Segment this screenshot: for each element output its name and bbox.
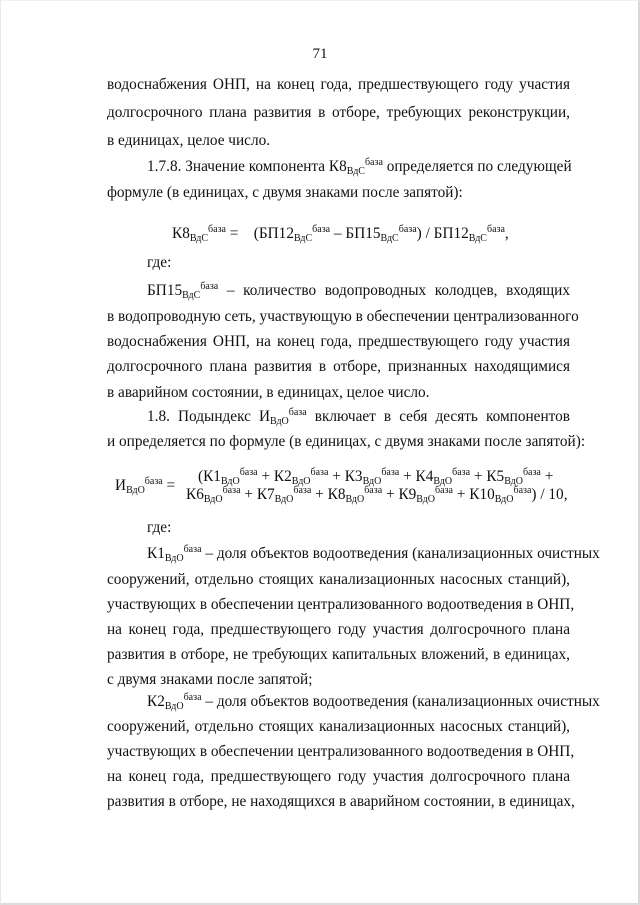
paragraph-1-7-8: 1.7.8. Значение компонента $К8_{ВдС}^{база}$ определяется по следующей: [147, 157, 572, 177]
formula-i-vdo-line-1: ($К1_{ВдО}^{база} + К2_{ВдО}^{база} + К3_{ВдО}^{база} + К4_{ВдО}^{база} + К5_{ВдО}^{база}$ +: [198, 467, 554, 487]
text-line: развития в отборе, не находящихся в аварийном состоянии, в единицах,: [107, 793, 575, 810]
text-line: сооружений, отдельно стоящих канализационных насосных станций),: [107, 718, 570, 735]
symbol-k1-vdo: $К1_{ВдО}^{база}$: [147, 544, 202, 564]
text-line: формуле (в единицах, с двумя знаками после запятой):: [107, 184, 463, 201]
symbol-i-vdo: $И_{ВдО}^{база}$: [258, 407, 307, 427]
text-line: водоснабжения ОНП, на конец года, предшествующего году участия: [107, 333, 570, 350]
text-line: сооружений, отдельно стоящих канализационных насосных станций),: [107, 571, 570, 588]
text-line: в единицах, целое число.: [107, 132, 271, 149]
text-line: в водопроводную сеть, участвующую в обеспечении централизованного: [107, 308, 579, 325]
text-line: водоснабжения ОНП, на конец года, предшествующего году участия: [107, 76, 570, 93]
definition-k1: $К1_{ВдО}^{база}$ – доля объектов водоотведения (канализационных очистных: [147, 544, 600, 564]
text-line: участвующих в обеспечении централизованного водоотведения в ОНП,: [107, 596, 575, 613]
text-line: долгосрочного плана развития в отборе, требующих реконструкции,: [107, 104, 570, 121]
formula-k8-vds: $К8_{ВдС}^{база}$ = $(БП12_{ВдС}^{база} - БП15_{ВдС}^{база}) / БП12_{ВдС}^{база}$,: [172, 224, 509, 244]
text-line: участвующих в обеспечении централизованного водоотведения в ОНП,: [107, 743, 575, 760]
formula-i-vdo-line-2: $К6_{ВдО}^{база} + К7_{ВдО}^{база} + К8_{ВдО}^{база} + К9_{ВдО}^{база} + К10_{ВдО}^{база}) / 10$,: [186, 485, 568, 505]
definition-bp15: $БП15_{ВдС}^{база}$ – количество водопроводных колодцев, входящих: [147, 281, 571, 301]
text-line: на конец года, предшествующего году участия долгосрочного плана: [107, 621, 570, 638]
text-line: долгосрочного плана развития в отборе, признанных находящимися: [107, 358, 570, 375]
paragraph-1-8: 1.8. Подындекс $И_{ВдО}^{база}$ включает в себя десять компонентов: [147, 407, 570, 427]
definition-k2: $К2_{ВдО}^{база}$ – доля объектов водоотведения (канализационных очистных: [147, 692, 600, 712]
text-line: в аварийном состоянии, в единицах, целое число.: [107, 384, 430, 401]
text-line: развития в отборе, не требующих капитальных вложений, в единицах,: [107, 646, 570, 663]
formula-i-vdo-lhs: $И_{ВдО}^{база}$ =: [115, 476, 176, 496]
text-line: где:: [147, 519, 172, 536]
text-line: и определяется по формуле (в единицах, с двумя знаками после запятой):: [107, 433, 586, 450]
symbol-k8-vds: $К8_{ВдС}^{база}$: [328, 157, 383, 177]
symbol-bp15-vds: $БП15_{ВдС}^{база}$: [147, 281, 219, 301]
text-line: где:: [147, 254, 172, 271]
text-line: с двумя знаками после запятой;: [107, 671, 313, 688]
text-line: на конец года, предшествующего году участия долгосрочного плана: [107, 768, 570, 785]
symbol-k2-vdo: $К2_{ВдО}^{база}$: [147, 692, 202, 712]
page-number: 71: [312, 46, 328, 62]
